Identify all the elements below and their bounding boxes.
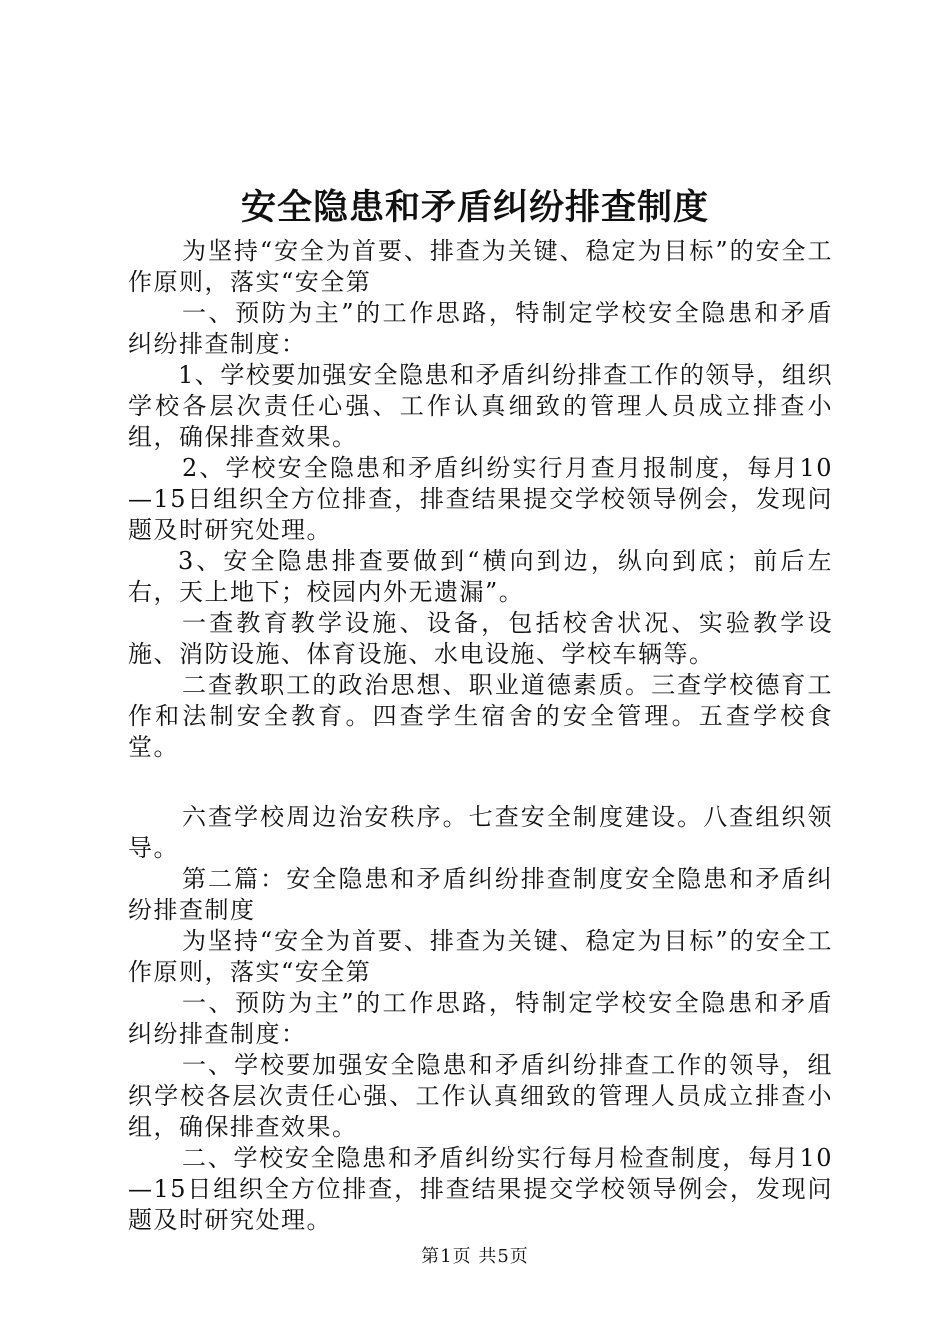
- paragraph: 一、学校要加强安全隐患和矛盾纠纷排查工作的领导，组织学校各层次责任心强、工作认真细致的管理人员成立排查小组，确保排查效果。: [128, 1051, 833, 1141]
- document-title: 安全隐患和矛盾纠纷排查制度: [240, 187, 709, 228]
- paragraph: 一、预防为主”的工作思路，特制定学校安全隐患和矛盾纠纷排查制度：: [128, 299, 833, 358]
- paragraph: 1、学校要加强安全隐患和矛盾纠纷排查工作的领导，组织学校各层次责任心强、工作认真细致的管理人员成立排查小组，确保排查效果。: [128, 361, 833, 451]
- paragraph: 二查教职工的政治思想、职业道德素质。三查学校德育工作和法制安全教育。四查学生宿舍的安全管理。五查学校食堂。: [128, 671, 833, 761]
- paragraph: 一、预防为主”的工作思路，特制定学校安全隐患和矛盾纠纷排查制度：: [128, 989, 833, 1048]
- paragraph: 2、学校安全隐患和矛盾纠纷实行月查月报制度，每月10—15日组织全方位排查，排查结果提交学校领导例会，发现问题及时研究处理。: [128, 454, 833, 544]
- document-body: [128, 236, 833, 1236]
- paragraph: 3、安全隐患排查要做到“横向到边，纵向到底；前后左右，天上地下；校园内外无遗漏”。: [128, 547, 833, 606]
- section-heading: 第二篇：安全隐患和矛盾纠纷排查制度安全隐患和矛盾纠纷排查制度: [128, 865, 833, 924]
- paragraph: 为坚持“安全为首要、排查为关键、稳定为目标”的安全工作原则，落实“安全第: [128, 927, 833, 986]
- paragraph: 六查学校周边治安秩序。七查安全制度建设。八查组织领导。: [128, 803, 833, 862]
- paragraph: 二、学校安全隐患和矛盾纠纷实行每月检查制度，每月10—15日组织全方位排查，排查结果提交学校领导例会，发现问题及时研究处理。: [128, 1144, 833, 1234]
- page-number-footer: 第1页 共5页: [421, 1246, 529, 1267]
- paragraph: 一查教育教学设施、设备，包括校舍状况、实验教学设施、消防设施、体育设施、水电设施、学校车辆等。: [128, 609, 833, 668]
- paragraph: 为坚持“安全为首要、排查为关键、稳定为目标”的安全工作原则，落实“安全第: [128, 237, 833, 296]
